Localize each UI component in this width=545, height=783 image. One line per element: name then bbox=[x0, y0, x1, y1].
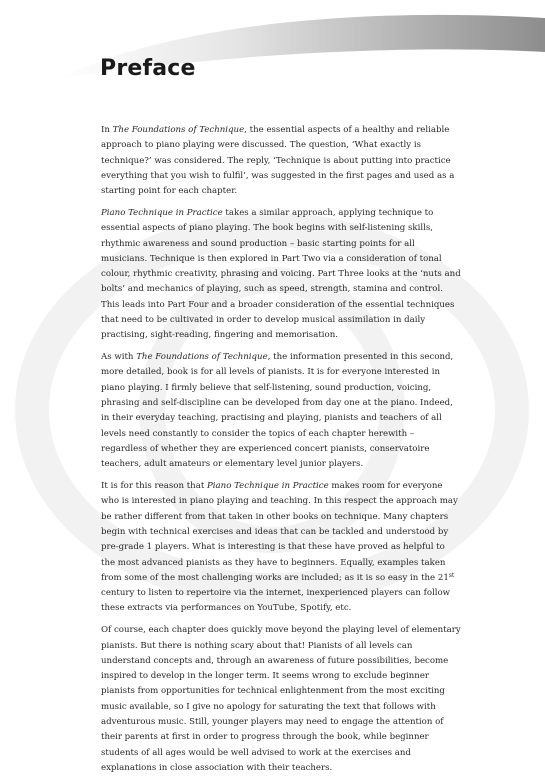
paragraph-3 bbox=[101, 350, 461, 472]
paragraph-text: , the information presented in this second, more detailed, book is for all levels of pianists. It is for everyone interested in piano playing. I firmly believe that self-listening, sound production, voicing, phrasing and self-discipline can be developed from day one at the piano. Indeed, in their everyday teaching, practising and playing, pianists and teachers of all levels need constantly to consider the topics of each chapter herewith – regardless of whether they are experienced concert pianists, conservatoire teachers, adult amateurs or elementary level junior players. bbox=[101, 352, 454, 470]
page-title: Preface bbox=[100, 56, 196, 81]
paragraph-text: Of course, each chapter does quickly move beyond the playing level of elementary pianists. But there is nothing scary about that! Pianists of all levels can understand concepts and, through an awareness of future possibilities, become inspired to develop in the longer term. It seems wrong to exclude beginner pianists from opportunities for technical enlightenment from the most exciting music available, so I give no apology for saturating the text that follows with adventurous music. Still, younger players may need to engage the attention of their parents at first in order to progress through the book, while beginner students of all ages would be well advised to work at the exercises and explanations in close association with their teachers. bbox=[101, 625, 461, 773]
paragraph-1 bbox=[101, 123, 461, 199]
book-title-text: Piano Technique in Practice bbox=[101, 207, 223, 218]
ordinal-suffix: st bbox=[448, 571, 455, 579]
book-title-text: The Foundations of Technique bbox=[112, 125, 245, 135]
paragraph-text: As with bbox=[101, 352, 137, 363]
header-swoosh-graphic bbox=[0, 0, 545, 110]
paragraph-5 bbox=[101, 623, 461, 776]
paragraph-text: In bbox=[101, 125, 113, 135]
book-title-text: The Foundations of Technique bbox=[136, 352, 268, 363]
paragraph-text: makes room for everyone who is interested in piano playing and teaching. In this respect the approach may be rather different from that taken in other books on technique. Many chapters begin with technical exercises and ideas that can be tackled and understood by pre-grade 1 players. What is interesting is that these have proved as helpful to the most advanced pianists as they have to beginners. Equally, examples taken from some of the most challenging works are included; as it is so easy in the 21 bbox=[101, 481, 458, 583]
paragraph-text: , the essential aspects of a healthy and reliable approach to piano playing were discussed. The question, ‘What exactly is technique?’ was considered. The reply, ‘Technique is about putting into practice everything that you wish to fulfil’, was suggested in the first pages and used as a starting point for each chapter. bbox=[101, 125, 455, 197]
book-title-text: Piano Technique in Practice bbox=[207, 481, 329, 492]
paragraph-2 bbox=[101, 206, 461, 344]
preface-body bbox=[101, 123, 461, 783]
paragraph-4 bbox=[101, 479, 461, 617]
paragraph-text: takes a similar approach, applying technique to essential aspects of piano playing. The book begins with self-listening skills, rhythmic awareness and sound production – basic starting points for all musicians. Technique is then explored in Part Two via a consideration of tonal colour, rhythmic creativity, phrasing and voicing. Part Three looks at the ‘nuts and bolts’ and mechanics of playing, such as speed, strength, stamina and control. This leads into Part Four and a broader consideration of the essential techniques that need to be cultivated in order to develop musical assimilation in daily practising, sight-reading, fingering and memorisation. bbox=[101, 207, 461, 341]
paragraph-text: It is for this reason that bbox=[101, 481, 208, 492]
paragraph-text: century to listen to repertoire via the internet, inexperienced players can follow these extracts via performances on YouTube, Spotify, etc. bbox=[101, 588, 451, 614]
